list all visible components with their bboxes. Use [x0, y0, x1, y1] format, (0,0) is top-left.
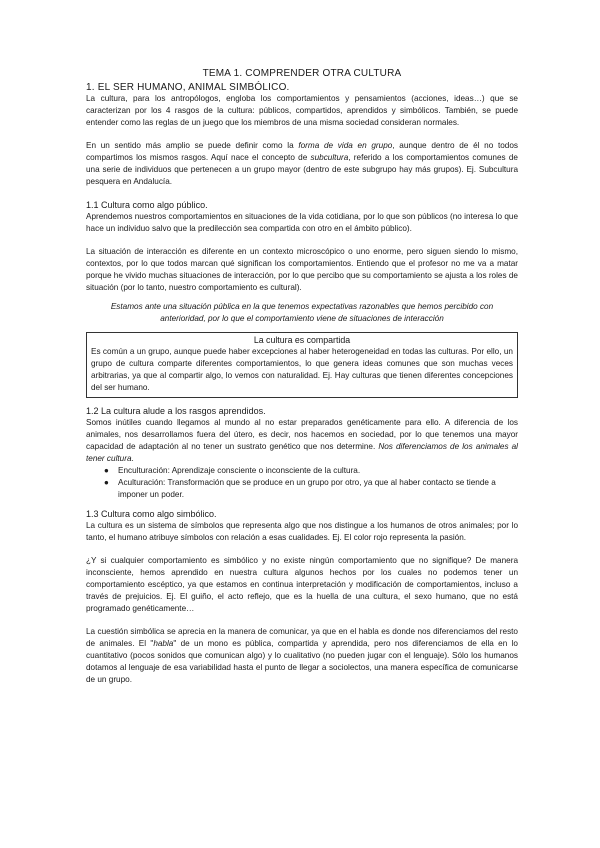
section-1-3-paragraph-3: La cuestión simbólica se aprecia en la manera de comunicar, ya que en el habla es donde nos diferenciamos del resto de animales. El "habla" de un mono es pública, compartida y aprendida, pero nos diferenciamos de ella en lo cuantitativo (pocos sonidos que comunican algo) y lo cualitativo (no pueden jugar con el lenguaje). Sólo los humanos dotamos al lenguaje de esa variabilidad hasta el punto de llegar a sociolectos, una manera específica de comunicarse de un grupo.	[86, 627, 518, 684]
emphasis-subcultura: subcultura	[310, 153, 349, 162]
bullet-icon: ●	[104, 466, 109, 475]
concept-list	[86, 465, 518, 501]
emphasis-diferenciamos: Nos diferenciamos de los animales al tener cultura	[86, 442, 518, 463]
box-text: Es común a un grupo, aunque puede haber excepciones al haber heterogeneidad en todas las culturas. Por ello, un grupo de cultura comparte diferentes comportamientos, lo que genera ideas comunes que son muchas veces arbitrarias, ya que al compartir algo, lo vemos con naturalidad. Ej. Hay culturas que tienen diferentes concepciones del ser humano.	[91, 347, 513, 392]
section-1-3-paragraph-2: ¿Y si cualquier comportamiento es simbólico y no existe ningún comportamiento que no signifique? De manera inconsciente, hemos aprendido en nuestra cultura algunos hechos por los cuales no podemos tener un comportamiento escéptico, ya que estamos en continua interpretación y modificación de comportamientos, incluso a través de prejuicios. Ej. El guiño, el acto reflejo, que es la huella de una cultura, el sexo humano, que no está programado genéticamente…	[86, 556, 518, 613]
section-heading-1-1: 1.1 Cultura como algo público.	[86, 200, 208, 210]
highlight-quote: Estamos ante una situación pública en la que tenemos expectativas razonables que hemos percibido con anterioridad, por lo que el comportamiento viene de situaciones de interacción	[110, 302, 494, 323]
section-1-3-paragraph-1: La cultura es un sistema de símbolos que representa algo que nos distingue a los humanos de otros animales; por lo tanto, el humano atribuye símbolos con relación a esas cualidades. Ej. El color rojo representa la pasión.	[86, 521, 518, 542]
list-item: ● Aculturación: Transformación que se produce en un grupo por otro, ya que al haber contacto se tiende a imponer un poder.	[104, 478, 496, 499]
section-heading-1: 1. EL SER HUMANO, ANIMAL SIMBÓLICO.	[86, 82, 290, 93]
intro-paragraph-1: La cultura, para los antropólogos, engloba los comportamientos y pensamientos (acciones, ideas…) que se caracterizan por los 4 rasgos de la cultura: públicos, compartidos, aprendidos y simbólicos. También, se puede entender como las reglas de un juego que los miembros de una misma sociedad consideran normales.	[86, 94, 518, 127]
emphasis-habla: habla	[153, 639, 174, 648]
section-1-2-paragraph-1: Somos inútiles cuando llegamos al mundo al no estar preparados genéticamente para ello. A diferencia de los animales, nos desarrollamos fuera del útero, es decir, nos hacemos en sociedad, por lo que tenemos una mayor capacidad de adaptación al no tener un sustrato genético que nos determine. Nos diferenciamos de los animales al tener cultura.	[86, 418, 518, 463]
section-1-1-paragraph-1: Aprendemos nuestros comportamientos en situaciones de la vida cotidiana, por lo que son públicos (no interesa lo que hace un individuo salvo que la predilección sea compartida con otro en el ámbito público).	[86, 212, 518, 233]
section-heading-1-2: 1.2 La cultura alude a los rasgos aprendidos.	[86, 406, 266, 416]
emphasis-forma-de-vida: forma de vida en grupo	[298, 141, 393, 150]
document-page	[86, 68, 518, 686]
list-item: ● Enculturación: Aprendizaje consciente o inconsciente de la cultura.	[104, 466, 361, 475]
shared-culture-box	[86, 332, 518, 398]
bullet-icon: ●	[104, 478, 109, 487]
box-title: La cultura es compartida	[253, 335, 351, 345]
intro-paragraph-2: En un sentido más amplio se puede definir como la forma de vida en grupo, aunque dentro de él no todos compartimos los mismos rasgos. Aquí nace el concepto de subcultura, referido a los comportamientos comunes de una serie de individuos que pertenecen a un grupo mayor (dentro de este subgrupo hay más grupos). Ej. Subcultura pesquera en Andalucía.	[86, 141, 518, 186]
document-title: TEMA 1. COMPRENDER OTRA CULTURA	[202, 68, 402, 79]
section-1-1-paragraph-2: La situación de interacción es diferente en un contexto microscópico o uno enorme, pero siguen siendo lo mismo, contextos, por lo que todos marcan qué significan los comportamientos. Entiendo que el profesor no me va a matar porque he vivido muchas situaciones de interacción, por lo que percibo que su comportamiento se ajusta a los roles de situación (por lo tanto, nuestro comportamiento es cultural).	[86, 247, 518, 292]
section-heading-1-3: 1.3 Cultura como algo simbólico.	[86, 509, 217, 519]
